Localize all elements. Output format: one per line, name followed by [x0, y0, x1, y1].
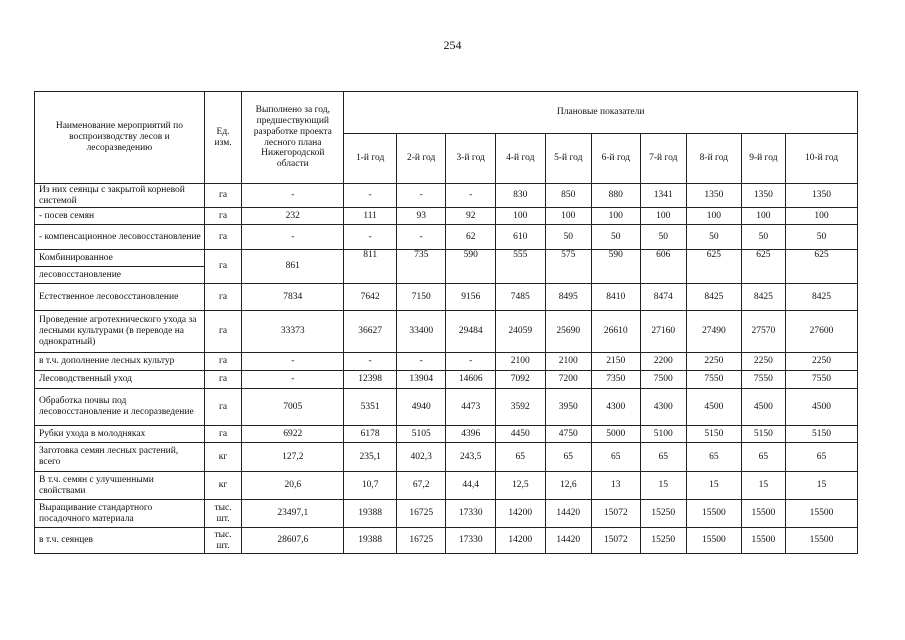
row-value: 93 — [396, 208, 446, 225]
table-body — [35, 184, 858, 554]
row-value: 3950 — [545, 389, 592, 426]
row-value: 44,4 — [446, 472, 496, 500]
row-value: - — [396, 225, 446, 250]
row-previous-year: 23497,1 — [242, 500, 344, 528]
row-value: 2150 — [592, 353, 641, 371]
row-unit: га — [204, 284, 241, 311]
empty-cell — [640, 267, 687, 284]
table-row — [35, 443, 858, 472]
row-value: 8495 — [545, 284, 592, 311]
row-value: 5105 — [396, 426, 446, 443]
table-row — [35, 371, 858, 389]
row-value: 14606 — [446, 371, 496, 389]
row-value: 12,5 — [495, 472, 545, 500]
table-row — [35, 311, 858, 353]
row-value: 15500 — [687, 500, 742, 528]
row-value: 15500 — [741, 500, 785, 528]
table-row — [35, 225, 858, 250]
row-value: 65 — [545, 443, 592, 472]
empty-cell — [687, 267, 742, 284]
row-value: 65 — [741, 443, 785, 472]
row-value: 19388 — [344, 500, 397, 528]
row-name: Из них сеянцы с закрытой корневой системой — [35, 184, 205, 208]
row-value: 610 — [495, 225, 545, 250]
row-previous-year: 861 — [242, 250, 344, 284]
row-value: 17330 — [446, 528, 496, 554]
row-value: 1341 — [640, 184, 687, 208]
row-value: - — [396, 353, 446, 371]
row-value: 1350 — [687, 184, 742, 208]
row-name: Рубки ухода в молодняках — [35, 426, 205, 443]
row-value: 50 — [640, 225, 687, 250]
row-value: 14420 — [545, 528, 592, 554]
row-value: 606 — [640, 250, 687, 267]
row-unit: га — [204, 371, 241, 389]
row-previous-year: - — [242, 353, 344, 371]
row-value: 8425 — [687, 284, 742, 311]
row-value: 15500 — [786, 500, 858, 528]
row-value: 8474 — [640, 284, 687, 311]
row-value: 15250 — [640, 500, 687, 528]
row-previous-year: 28607,6 — [242, 528, 344, 554]
row-previous-year: 7005 — [242, 389, 344, 426]
row-name: Проведение агротехнического ухода за лесными культурами (в переводе на однократный) — [35, 311, 205, 353]
row-name: Выращивание стандартного посадочного материала — [35, 500, 205, 528]
row-value: 811 — [344, 250, 397, 267]
forest-plan-table — [34, 91, 858, 554]
table-row — [35, 284, 858, 311]
row-value: 4940 — [396, 389, 446, 426]
row-value: 5351 — [344, 389, 397, 426]
row-name: В т.ч. семян с улучшенными свойствами — [35, 472, 205, 500]
header-year: 5-й год — [545, 134, 592, 184]
row-previous-year: - — [242, 371, 344, 389]
empty-cell — [545, 267, 592, 284]
row-value: 100 — [495, 208, 545, 225]
table-row — [35, 500, 858, 528]
row-value: 830 — [495, 184, 545, 208]
row-value: 4300 — [640, 389, 687, 426]
row-previous-year: 7834 — [242, 284, 344, 311]
row-value: 100 — [592, 208, 641, 225]
row-unit: га — [204, 311, 241, 353]
row-value: 19388 — [344, 528, 397, 554]
row-name: Естественное лесовосстановление — [35, 284, 205, 311]
row-previous-year: 20,6 — [242, 472, 344, 500]
row-value: 7550 — [741, 371, 785, 389]
header-planned: Плановые показатели — [344, 92, 858, 134]
row-value: 12,6 — [545, 472, 592, 500]
row-previous-year: - — [242, 225, 344, 250]
table-row — [35, 472, 858, 500]
row-value: 2250 — [741, 353, 785, 371]
row-value: 14200 — [495, 500, 545, 528]
row-value: 26610 — [592, 311, 641, 353]
row-unit: га — [204, 353, 241, 371]
header-year: 2-й год — [396, 134, 446, 184]
row-value: - — [446, 353, 496, 371]
row-unit: га — [204, 208, 241, 225]
table-row — [35, 250, 858, 267]
empty-cell — [344, 267, 397, 284]
row-value: 4396 — [446, 426, 496, 443]
row-value: 2100 — [545, 353, 592, 371]
row-previous-year: - — [242, 184, 344, 208]
row-unit: кг — [204, 472, 241, 500]
row-value: 880 — [592, 184, 641, 208]
row-value: 7150 — [396, 284, 446, 311]
row-value: 10,7 — [344, 472, 397, 500]
row-value: 625 — [741, 250, 785, 267]
row-value: 4500 — [687, 389, 742, 426]
header-year: 7-й год — [640, 134, 687, 184]
empty-cell — [446, 267, 496, 284]
row-value: 50 — [592, 225, 641, 250]
row-value: 7550 — [687, 371, 742, 389]
row-value: 3592 — [495, 389, 545, 426]
row-value: 15500 — [786, 528, 858, 554]
row-value: 625 — [687, 250, 742, 267]
header-year: 6-й год — [592, 134, 641, 184]
row-value: 15500 — [741, 528, 785, 554]
table-row — [35, 184, 858, 208]
row-value: 15250 — [640, 528, 687, 554]
row-value: - — [396, 184, 446, 208]
row-value: 13 — [592, 472, 641, 500]
row-value: 14420 — [545, 500, 592, 528]
empty-cell — [396, 267, 446, 284]
empty-cell — [495, 267, 545, 284]
row-value: 850 — [545, 184, 592, 208]
row-value: 4500 — [741, 389, 785, 426]
header-year: 4-й год — [495, 134, 545, 184]
row-value: 5150 — [741, 426, 785, 443]
row-value: 27570 — [741, 311, 785, 353]
row-unit: га — [204, 389, 241, 426]
row-value: 65 — [687, 443, 742, 472]
row-value: 16725 — [396, 528, 446, 554]
row-value: 15072 — [592, 500, 641, 528]
row-value: 4473 — [446, 389, 496, 426]
row-value: 5100 — [640, 426, 687, 443]
row-value: 7485 — [495, 284, 545, 311]
row-value: 2200 — [640, 353, 687, 371]
row-value: 8410 — [592, 284, 641, 311]
row-value: 4500 — [786, 389, 858, 426]
row-previous-year: 6922 — [242, 426, 344, 443]
row-value: 50 — [741, 225, 785, 250]
table-row — [35, 389, 858, 426]
row-value: 2250 — [687, 353, 742, 371]
row-previous-year: 232 — [242, 208, 344, 225]
row-value: 402,3 — [396, 443, 446, 472]
row-value: - — [344, 225, 397, 250]
header-name: Наименование мероприятий по воспроизводству лесов и лесоразведению — [35, 92, 205, 184]
row-value: 15 — [786, 472, 858, 500]
row-value: 24059 — [495, 311, 545, 353]
row-value: 36627 — [344, 311, 397, 353]
row-value: 15072 — [592, 528, 641, 554]
row-value: - — [446, 184, 496, 208]
row-unit: га — [204, 426, 241, 443]
row-value: 590 — [446, 250, 496, 267]
table-row — [35, 426, 858, 443]
row-value: 5000 — [592, 426, 641, 443]
row-value: 555 — [495, 250, 545, 267]
header-year: 1-й год — [344, 134, 397, 184]
header-year: 9-й год — [741, 134, 785, 184]
row-value: 17330 — [446, 500, 496, 528]
row-value: 65 — [786, 443, 858, 472]
row-value: 100 — [640, 208, 687, 225]
row-value: 33400 — [396, 311, 446, 353]
row-unit: тыс. шт. — [204, 528, 241, 554]
row-previous-year: 127,2 — [242, 443, 344, 472]
row-value: 15 — [687, 472, 742, 500]
row-unit: га — [204, 184, 241, 208]
row-value: 7500 — [640, 371, 687, 389]
row-value: 6178 — [344, 426, 397, 443]
row-value: 27160 — [640, 311, 687, 353]
row-value: 111 — [344, 208, 397, 225]
row-value: 4450 — [495, 426, 545, 443]
row-value: 29484 — [446, 311, 496, 353]
row-value: 15 — [741, 472, 785, 500]
row-value: 625 — [786, 250, 858, 267]
row-value: 5150 — [687, 426, 742, 443]
row-value: 4750 — [545, 426, 592, 443]
row-value: 62 — [446, 225, 496, 250]
row-unit: га — [204, 250, 241, 284]
row-value: 100 — [687, 208, 742, 225]
row-name: в т.ч. дополнение лесных культур — [35, 353, 205, 371]
row-value: 27490 — [687, 311, 742, 353]
row-value: 65 — [640, 443, 687, 472]
row-unit: га — [204, 225, 241, 250]
row-value: 7200 — [545, 371, 592, 389]
row-value: 2100 — [495, 353, 545, 371]
row-value: 8425 — [741, 284, 785, 311]
row-name-continued: лесовосстановление — [35, 267, 205, 284]
row-unit: кг — [204, 443, 241, 472]
row-value: 243,5 — [446, 443, 496, 472]
row-value: 1350 — [786, 184, 858, 208]
row-value: 25690 — [545, 311, 592, 353]
row-value: - — [344, 353, 397, 371]
row-value: 2250 — [786, 353, 858, 371]
row-value: 9156 — [446, 284, 496, 311]
row-name: - компенсационное лесовосстановление — [35, 225, 205, 250]
row-value: 50 — [687, 225, 742, 250]
table-row — [35, 353, 858, 371]
row-value: 65 — [495, 443, 545, 472]
row-value: 15 — [640, 472, 687, 500]
row-value: 7350 — [592, 371, 641, 389]
row-value: 735 — [396, 250, 446, 267]
row-name: Лесоводственный уход — [35, 371, 205, 389]
row-value: 7092 — [495, 371, 545, 389]
empty-cell — [741, 267, 785, 284]
header-year: 8-й год — [687, 134, 742, 184]
header-year: 10-й год — [786, 134, 858, 184]
row-value: 13904 — [396, 371, 446, 389]
empty-cell — [592, 267, 641, 284]
row-value: 1350 — [741, 184, 785, 208]
row-value: 27600 — [786, 311, 858, 353]
row-value: 14200 — [495, 528, 545, 554]
table-row — [35, 528, 858, 554]
row-name: Заготовка семян лесных растений, всего — [35, 443, 205, 472]
row-value: 50 — [786, 225, 858, 250]
row-value: 65 — [592, 443, 641, 472]
row-value: 100 — [545, 208, 592, 225]
row-value: 4300 — [592, 389, 641, 426]
table-row — [35, 208, 858, 225]
row-value: 16725 — [396, 500, 446, 528]
row-value: - — [344, 184, 397, 208]
row-value: 575 — [545, 250, 592, 267]
row-previous-year: 33373 — [242, 311, 344, 353]
row-value: 590 — [592, 250, 641, 267]
row-name: в т.ч. сеянцев — [35, 528, 205, 554]
header-year: 3-й год — [446, 134, 496, 184]
row-value: 50 — [545, 225, 592, 250]
page-number: 254 — [443, 38, 462, 52]
row-value: 7642 — [344, 284, 397, 311]
row-value: 5150 — [786, 426, 858, 443]
row-value: 235,1 — [344, 443, 397, 472]
row-name: Комбинированное — [35, 250, 205, 267]
row-name: Обработка почвы под лесовосстановление и лесоразведение — [35, 389, 205, 426]
row-unit: тыс. шт. — [204, 500, 241, 528]
row-value: 100 — [786, 208, 858, 225]
row-value: 100 — [741, 208, 785, 225]
row-value: 15500 — [687, 528, 742, 554]
row-value: 67,2 — [396, 472, 446, 500]
table-row — [35, 267, 858, 284]
empty-cell — [786, 267, 858, 284]
row-value: 8425 — [786, 284, 858, 311]
row-value: 12398 — [344, 371, 397, 389]
row-value: 7550 — [786, 371, 858, 389]
row-name: - посев семян — [35, 208, 205, 225]
header-unit: Ед. изм. — [204, 92, 241, 184]
row-value: 92 — [446, 208, 496, 225]
header-previous-year: Выполнено за год, предшествующий разработке проекта лесного плана Нижегородской области — [242, 92, 344, 184]
